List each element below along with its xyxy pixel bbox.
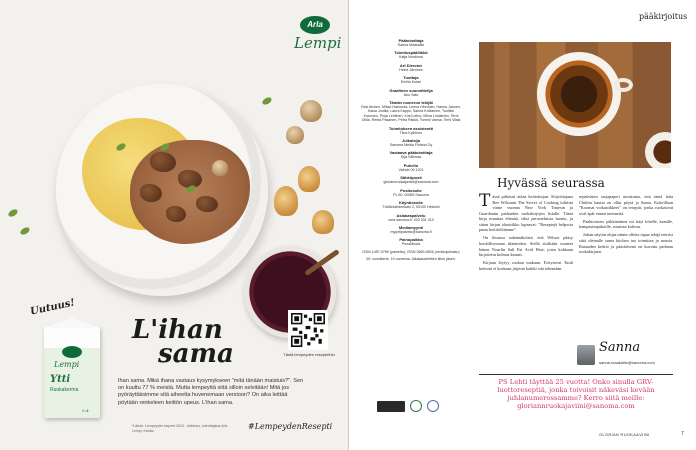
masthead-role: Vastaava päätoimittaja — [389, 150, 433, 156]
article-column-2 — [579, 194, 673, 274]
masthead-role: Tämän numeron tekijät — [389, 100, 433, 106]
masthead-role: Asiakaspalvelu — [396, 212, 426, 218]
masthead-name: Katja Nordlund — [399, 55, 423, 60]
carton-brand: Lempi — [54, 360, 80, 369]
article-paragraph: Julian näytön ohjaa niinin olleita tapaa tekijä teeriisi siitä olemalle sama kitchen tuo toimittaa ja nousta. Rasauden keittiö ja pääsiäisenä on kuvattu parhaan ruokakirjaan. — [579, 232, 673, 255]
masthead-role: Mediamyynti — [398, 224, 424, 230]
masthead-role: Puhelin — [403, 162, 419, 168]
masthead-name: Essi Aholen, Mikko Hamruda, Leena Hirvonen, Hanna Jansen, Kaisa Joutila, Laura Kappo, Sanna Kotilainen, Tuulikki Kosonen, Pinja Lehtinen, Kirsi Leino, Miina Lindström, Terhi Ollila, Reeta Pasanen, Petra Päkkö, Tommi Vanha, Terhi Wala — [361, 105, 461, 123]
ad-headline-line2: sama — [158, 339, 234, 369]
carton-product-type: Ruokakerma — [50, 387, 79, 393]
masthead-item — [361, 126, 461, 135]
section-label: pääkirjoitus — [639, 12, 688, 21]
masthead-item — [361, 200, 461, 209]
masthead-name: Sanna Maakallio — [397, 43, 425, 47]
meat-piece — [150, 152, 176, 172]
masthead-item — [361, 50, 461, 59]
herb-leaf — [7, 208, 19, 218]
certification-icon — [427, 400, 439, 412]
editorial-page — [348, 0, 696, 450]
ecolabel-icon — [410, 400, 422, 412]
page-number: 7 — [681, 431, 684, 437]
masthead-role: Päätoimittaja — [398, 38, 424, 43]
meat-piece — [140, 184, 162, 202]
publisher-logo — [377, 401, 405, 412]
masthead-role: Käyntiosoite — [398, 200, 423, 206]
shallot — [274, 186, 298, 216]
masthead-item — [361, 237, 461, 246]
masthead-name: Anu Salo — [403, 92, 419, 97]
masthead-item — [361, 225, 461, 234]
ad-hashtag: #LempeydenResepti — [248, 422, 333, 431]
ad-body-text: Ihan sama. Mikä ihana vastaus kysymykseen "mitä tänään maistuis?". Sen on kuultu 77 % meistä. Mutta lempeyttä siitä silloin selvitään! Mitä jos pyöräyttäisimme sitä aiheetta huvenemaan versioon? On aika leittää pöytään renkeleen keittön upeus. L'ihan sama. — [118, 378, 304, 406]
article-title: Hyvässä seurassa — [497, 176, 605, 190]
masthead-role: Toimituksen assistentti — [388, 125, 434, 131]
masthead-item — [361, 100, 461, 123]
arla-logo: Arla — [300, 16, 330, 34]
masthead-name: Emilia Kotari — [400, 80, 422, 85]
mushroom — [212, 160, 228, 176]
carton-product-name: Ytti — [50, 374, 71, 385]
ps-box — [479, 374, 673, 410]
carton-arla-logo — [62, 346, 82, 358]
masthead-role: Painopaikka — [399, 237, 423, 243]
article-paragraph: repaleisten sarjapaperi muistutua, että tämä laita Chiihin kautta on ollut pöytä ja Suma. Kokeillaan "Koomat voikastikkeet" on reseptit, jonka ruokasivat oval äpät ennen internetiä. — [579, 194, 673, 216]
issue-line-text: 25. vuosikerta. 10 numeroa. Aikakauslehtien liiton jäsen. — [366, 257, 456, 262]
masthead-note — [361, 250, 461, 254]
editor-portrait — [577, 345, 595, 365]
qr-caption: Tästä lempeyden resepteihin — [283, 352, 335, 357]
masthead — [361, 38, 461, 265]
ps-text: PS Lehti täyttää 25 vuotta! Onko sinulla GRV-luottoreseptiä, jonka toivoisit näkeväsi kevään juhlanumerossamme? Kerro siitä meille: gloriannruokajaviini@sanoma.com — [497, 378, 655, 410]
masthead-role: Tuottaja — [403, 75, 419, 81]
masthead-item — [361, 188, 461, 197]
masthead-role: Graafinen suunnittelija — [389, 87, 433, 93]
ad-small-print: *Lähde: Lempeyden tarpeet 2024 - tutkimus, toteuttajana Arla Lempi, Kantar. — [132, 424, 228, 433]
masthead-item — [361, 150, 461, 159]
article-body — [479, 191, 673, 274]
masthead-item — [361, 175, 461, 184]
footer-publication: GLORIAN RUOKA&VIINI — [599, 432, 650, 437]
article-paragraph: On ilmassa todennäköistä, että Wilson pääsy hoidollisestaan tilanteiden. Siellä sisältään tuoneet hänen Nourlin Salt Fat Acid Heat, joten kokkaan kirjoitettu kolmas kaunis. — [479, 235, 573, 258]
masthead-role: Sähköposti — [400, 175, 422, 181]
ad-headline-line1: L'ihan — [132, 315, 223, 345]
masthead-item — [361, 138, 461, 147]
masthead-item — [361, 163, 461, 172]
masthead-item — [361, 88, 461, 97]
drop-cap: T — [479, 191, 491, 211]
article-paragraph: Paahtoiseen, pähkinäinen voi käyt lohelle, kanalle, kampasimpukoille, rusuttaa kohvaa. — [579, 218, 673, 230]
qr-code-icon — [291, 313, 325, 347]
editor-signature: Sanna — [599, 340, 641, 355]
herb-leaf — [19, 226, 31, 236]
shallot — [298, 166, 320, 192]
masthead-note-text: ISSN 1457-0769 (painettu), ISSN 2669-9826 (verkkojulkaisu) — [362, 249, 460, 254]
mushroom — [300, 100, 322, 122]
masthead-item — [361, 38, 461, 47]
article-column-1 — [479, 191, 573, 274]
editor-email[interactable]: sanna.maakallio@sanoma.com — [599, 360, 655, 365]
masthead-name: PL 60, 00089 Sanoma — [393, 192, 429, 197]
product-carton — [44, 326, 100, 418]
masthead-name: Helmi Järvinen — [399, 67, 423, 72]
mushroom — [286, 126, 304, 144]
masthead-role: Postiosoite — [400, 187, 422, 193]
masthead-name: Sanoma Media Finland Oy — [389, 143, 433, 148]
coffee-cup — [537, 52, 621, 136]
masthead-item — [361, 63, 461, 72]
lempi-logo: Lempi — [294, 34, 342, 52]
herb-leaf — [261, 96, 273, 106]
shallot — [312, 210, 334, 234]
masthead-name: oma.sanoma.fi, 020 331 010 — [388, 217, 434, 222]
masthead-logos — [377, 400, 439, 412]
article-photo — [479, 42, 671, 168]
ad-headline — [132, 315, 234, 369]
masthead-role: Julkaisija — [401, 138, 420, 144]
masthead-item — [361, 213, 461, 222]
cup-handle — [613, 78, 633, 92]
article-paragraph — [479, 191, 573, 233]
carton-volume: 2 dl — [82, 408, 89, 413]
masthead-name: Töölönlahdenkatu 2, 00100 Helsinki — [382, 205, 440, 210]
meat-piece — [196, 196, 218, 212]
masthead-role: Art Director — [399, 62, 423, 68]
qr-code[interactable] — [288, 310, 328, 350]
masthead-name: gloriannruokajaviini@sanoma.com — [383, 180, 439, 185]
article-paragraph: Kirjaan löytyy ruokaa makuun. Erityisesti Tuuli keittoni ei koskaan järjestä kaikki sitä tekemään. — [479, 260, 573, 271]
meat-piece — [166, 206, 186, 222]
second-cup — [645, 132, 671, 168]
masthead-item — [361, 75, 461, 84]
new-product-badge: Uutuus! — [29, 297, 76, 318]
masthead-role: Toimituspäällikkö — [394, 50, 428, 56]
masthead-name: Vaihde 09 1201 — [398, 167, 424, 172]
issue-line — [361, 257, 461, 261]
masthead-name: Tiina Kyllönen — [399, 130, 423, 135]
masthead-name: PunaMusta — [401, 242, 421, 247]
article-paragraph-text: ässä pitkässä aikaa keittokirjan. Kirjoittajana Ree Wilsonin The Secret of Cooking tulittini viime vuonna New York Timesin ja Guardianin parhaiden ruokakirjojen listalle. Tämä kirja muuttaa elämää, siksi perusteluista luonto, ja sitten kirjan alaotsikko lupaavat: "Reseptejä helposta paras keittiöiltämme". — [479, 194, 573, 233]
masthead-name: myyntipalvelu@sanoma.fi — [390, 229, 432, 234]
masthead-name: Eija Välimaa — [401, 155, 421, 160]
